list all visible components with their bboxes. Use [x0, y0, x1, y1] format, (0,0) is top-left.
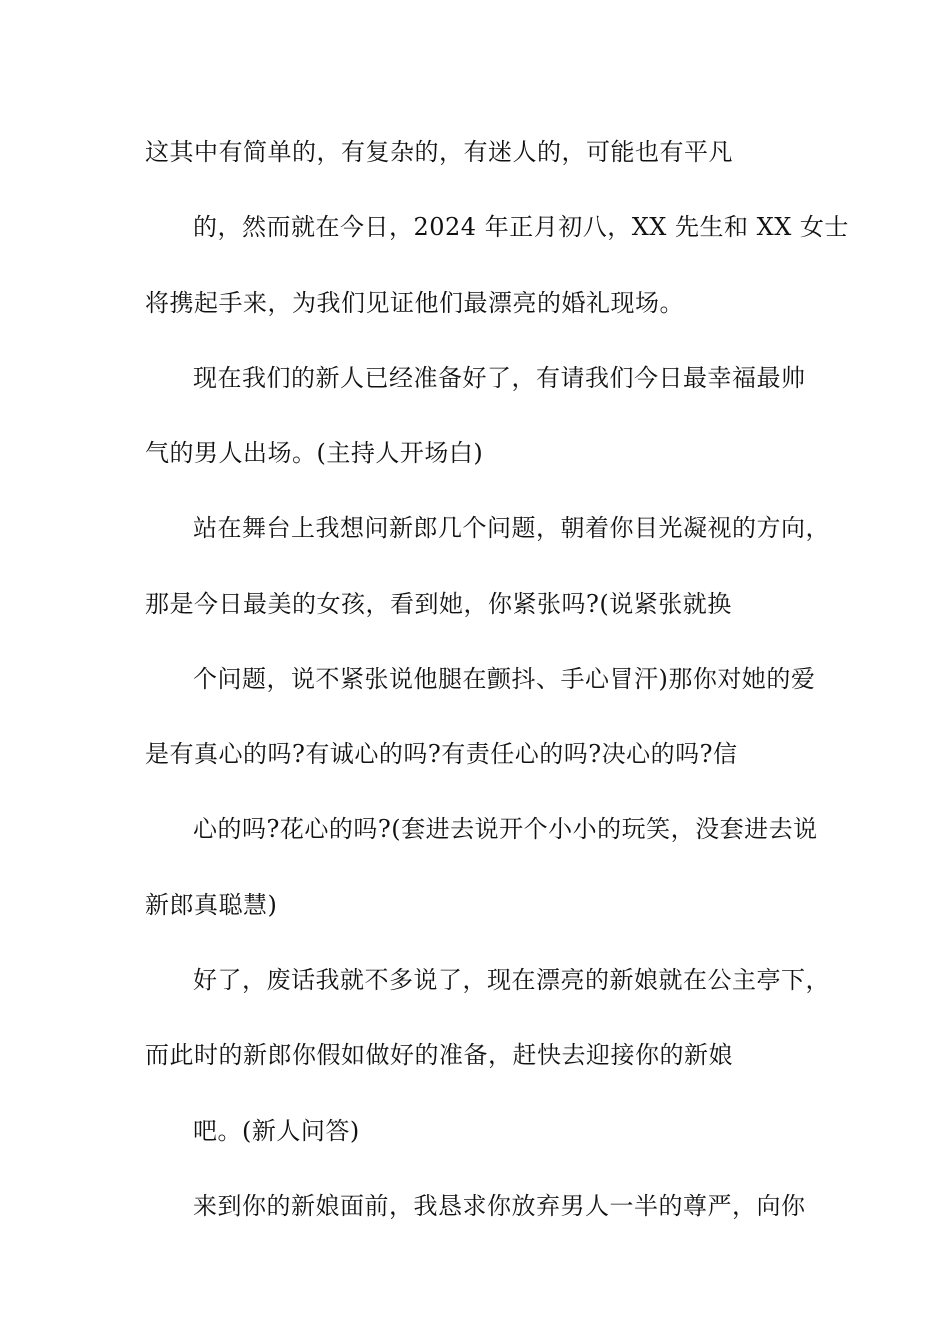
text-line-7: 那是今日最美的女孩，看到她，你紧张吗?(说紧张就换	[145, 590, 732, 618]
text-line-5: 气的男人出场。(主持人开场白)	[145, 439, 484, 467]
text-line-14: 吧。(新人问答)	[193, 1117, 360, 1145]
text-line-13: 而此时的新郎你假如做好的准备，赶快去迎接你的新娘	[145, 1041, 733, 1069]
text-line-3: 将携起手来，为我们见证他们最漂亮的婚礼现场。	[145, 289, 684, 317]
text-line-15: 来到你的新娘面前，我恳求你放弃男人一半的尊严，向你	[193, 1192, 806, 1220]
text-line-8: 个问题，说不紧张说他腿在颤抖、手心冒汗)那你对她的爱	[193, 665, 816, 693]
text-line-9: 是有真心的吗?有诚心的吗?有责任心的吗?决心的吗?信	[145, 740, 738, 768]
text-line-2: 的，然而就在今日，2024 年正月初八，XX 先生和 XX 女士	[193, 213, 849, 241]
text-line-4: 现在我们的新人已经准备好了，有请我们今日最幸福最帅	[193, 364, 806, 392]
text-line-1: 这其中有简单的，有复杂的，有迷人的，可能也有平凡	[145, 138, 733, 166]
text-line-12: 好了，废话我就不多说了，现在漂亮的新娘就在公主亭下，	[193, 966, 830, 994]
text-line-6: 站在舞台上我想问新郎几个问题，朝着你目光凝视的方向，	[193, 514, 830, 542]
text-line-11: 新郎真聪慧)	[145, 891, 278, 919]
text-line-10: 心的吗?花心的吗?(套进去说开个小小的玩笑，没套进去说	[193, 815, 818, 843]
